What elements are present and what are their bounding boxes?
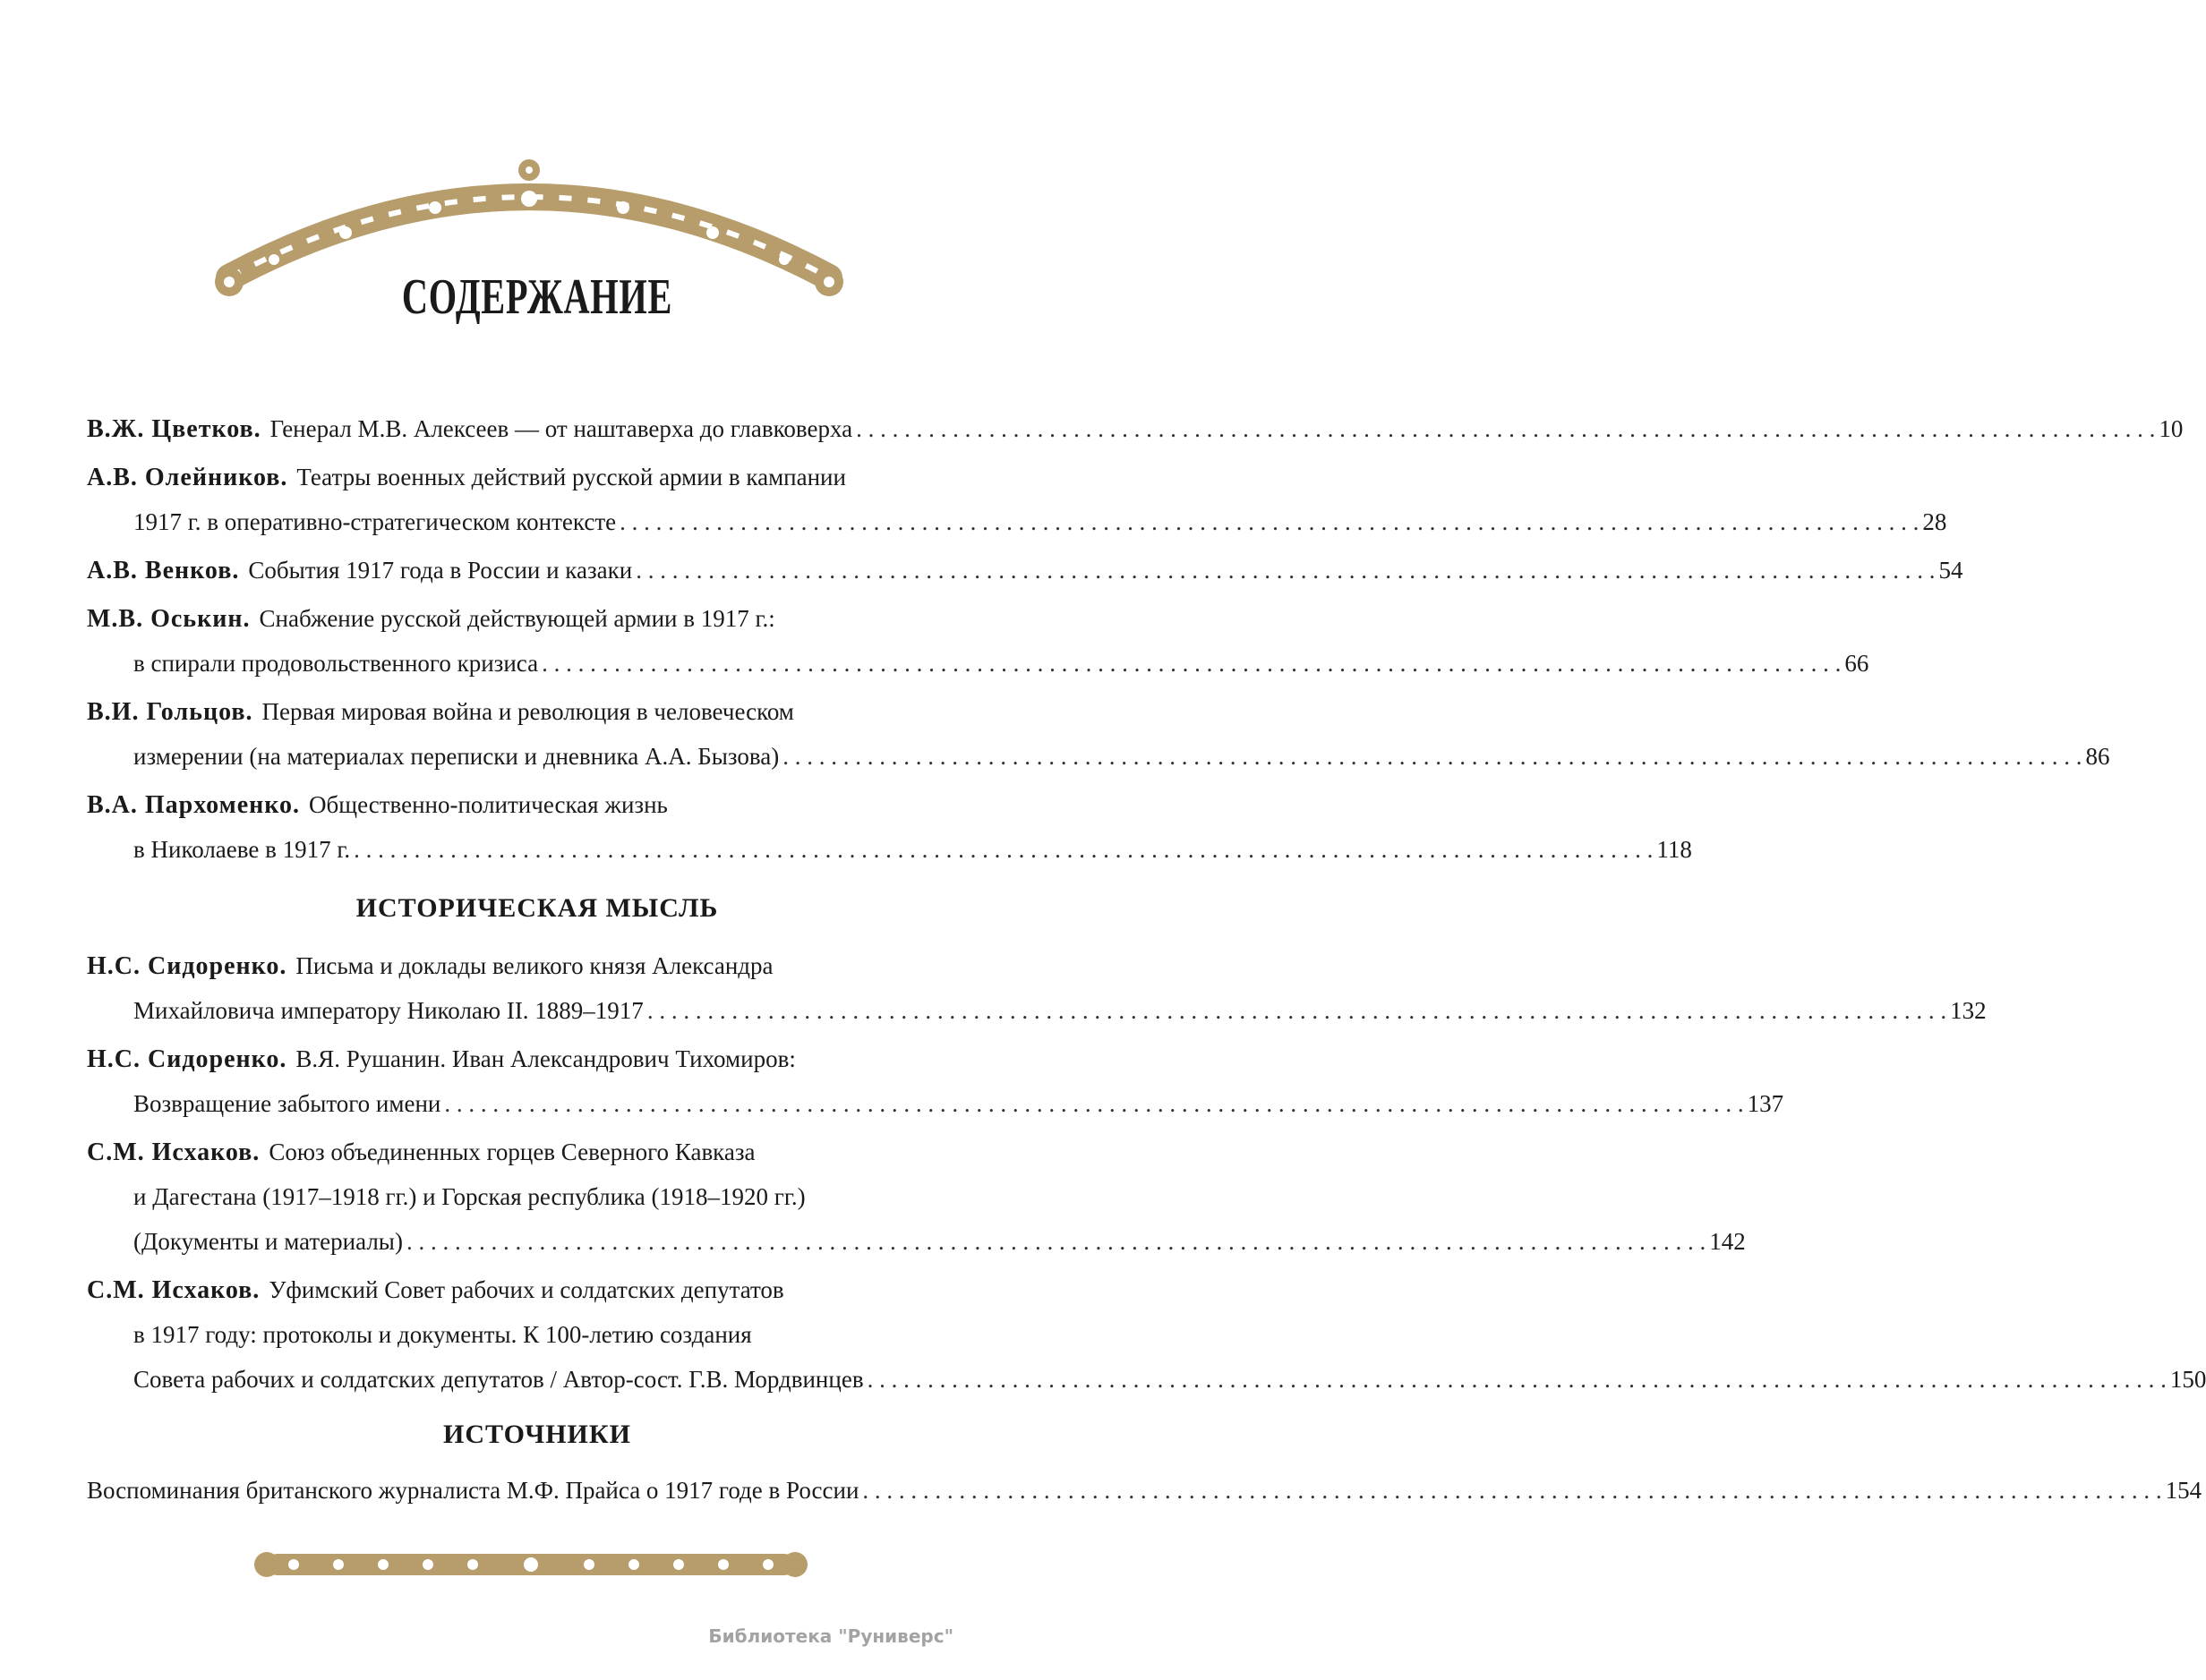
entry-author: В.И. Гольцов. xyxy=(87,698,253,726)
leader-dots xyxy=(782,734,2082,779)
toc-entry[interactable] xyxy=(87,1036,1784,1126)
entry-title: Снабжение русской действующей армии в 1917 г.: xyxy=(259,605,775,632)
entry-author: В.Ж. Цветков. xyxy=(87,415,261,443)
toc-line xyxy=(87,1219,1746,1264)
entry-title: Михайловича императору Николаю II. 1889–1917 xyxy=(133,997,644,1024)
page-number: 150 xyxy=(2169,1366,2206,1393)
toc-line xyxy=(87,1036,976,1081)
page-number: 118 xyxy=(1656,836,1692,863)
entry-title: Общественно-политическая жизнь xyxy=(309,791,668,818)
entry-title: Союз объединенных горцев Северного Кавказа xyxy=(269,1138,756,1165)
page-number: 137 xyxy=(1747,1090,1784,1117)
entry-title: в спирали продовольственного кризиса xyxy=(133,650,539,677)
toc-entry[interactable] xyxy=(87,1267,2206,1402)
entry-author: С.М. Исхаков. xyxy=(87,1138,261,1166)
page-number: 28 xyxy=(1922,508,1947,535)
entry-title: Уфимский Совет рабочих и солдатских депутатов xyxy=(269,1276,784,1303)
leader-dots xyxy=(862,1468,2161,1513)
section-historical-heading: ИСТОРИЧЕСКАЯ МЫСЛЬ xyxy=(355,893,719,923)
toc-line xyxy=(87,1357,2206,1402)
entry-title: Совета рабочих и солдатских депутатов / Автор-сост. Г.В. Мордвинцев xyxy=(133,1366,864,1393)
entry-title: измерении (на материалах переписки и дневника А.А. Бызова) xyxy=(133,743,780,770)
page-number: 10 xyxy=(2159,415,2184,442)
sources-toc xyxy=(87,1468,2202,1513)
leader-dots xyxy=(636,548,1935,593)
toc-entry[interactable] xyxy=(87,1130,1746,1264)
entry-author: В.А. Пархоменко. xyxy=(87,791,301,819)
leader-dots xyxy=(868,1357,2167,1402)
toc-entry[interactable] xyxy=(87,548,1963,593)
leader-dots xyxy=(354,827,1653,872)
entry-title: Возвращение забытого имени xyxy=(133,1090,441,1117)
entry-title: Театры военных действий русской армии в кампании xyxy=(296,464,846,490)
entry-title: и Дагестана (1917–1918 гг.) и Горская республика (1918–1920 гг.) xyxy=(133,1183,806,1210)
entry-title: Первая мировая война и революция в человеческом xyxy=(261,698,794,725)
toc-line xyxy=(87,689,976,734)
library-watermark: Библиотека "Руниверс" xyxy=(708,1625,953,1647)
leader-dots xyxy=(647,988,1946,1033)
leader-dots xyxy=(856,406,2155,451)
page-number: 66 xyxy=(1844,650,1869,677)
entry-title: (Документы и материалы) xyxy=(133,1228,403,1255)
page-number: 86 xyxy=(2085,743,2110,770)
toc-line xyxy=(87,1312,976,1357)
page-number: 142 xyxy=(1709,1228,1746,1255)
entry-title: В.Я. Рушанин. Иван Александрович Тихомиров: xyxy=(295,1045,796,1072)
toc-line xyxy=(87,943,976,988)
toc-line xyxy=(87,596,976,641)
entry-author: Н.С. Сидоренко. xyxy=(87,952,287,980)
entry-title: Генерал М.В. Алексеев — от наштаверха до главковерха xyxy=(269,415,853,442)
toc-entry[interactable] xyxy=(87,406,2184,451)
leader-dots xyxy=(620,499,1919,544)
toc-line xyxy=(87,1081,1784,1126)
toc-line xyxy=(87,499,1947,544)
toc-entry[interactable] xyxy=(87,455,1947,544)
entry-title: в 1917 году: протоколы и документы. К 100-летию создания xyxy=(133,1321,752,1348)
toc-line xyxy=(87,1130,976,1174)
toc-line xyxy=(87,782,976,827)
toc-entry[interactable] xyxy=(87,782,1692,872)
entry-author: М.В. Оськин. xyxy=(87,605,251,633)
toc-entry[interactable] xyxy=(87,1468,2202,1513)
toc-line xyxy=(87,1468,2202,1513)
leader-dots xyxy=(444,1081,1743,1126)
page-number: 154 xyxy=(2165,1477,2202,1504)
page-title: СОДЕРЖАНИЕ xyxy=(401,269,673,325)
historical-toc xyxy=(87,943,2206,1402)
toc-line xyxy=(87,406,2184,451)
toc-entry[interactable] xyxy=(87,943,1987,1033)
toc-line xyxy=(87,734,2110,779)
toc-entry[interactable] xyxy=(87,689,2110,779)
leader-dots xyxy=(406,1219,1706,1264)
toc-line xyxy=(87,827,1692,872)
entry-author: С.М. Исхаков. xyxy=(87,1276,261,1304)
toc-line xyxy=(87,1267,976,1312)
entry-author: А.В. Олейников. xyxy=(87,464,288,491)
toc-line xyxy=(87,548,1963,593)
toc-entry[interactable] xyxy=(87,596,1869,686)
page-number: 54 xyxy=(1938,557,1963,584)
entry-author: Н.С. Сидоренко. xyxy=(87,1045,287,1073)
entry-title: Письма и доклады великого князя Александра xyxy=(295,952,774,979)
section-sources-heading: ИСТОЧНИКИ xyxy=(443,1420,631,1449)
entry-text: Воспоминания британского журналиста М.Ф. Прайса о 1917 годе в России xyxy=(87,1477,859,1504)
toc-line xyxy=(87,1174,976,1219)
toc-line xyxy=(87,455,976,499)
main-toc xyxy=(87,406,2184,872)
entry-title: 1917 г. в оперативно-стратегическом контексте xyxy=(133,508,617,535)
entry-title: События 1917 года в России и казаки xyxy=(248,557,633,584)
entry-author: А.В. Венков. xyxy=(87,557,240,584)
toc-line xyxy=(87,988,1987,1033)
leader-dots xyxy=(542,641,1841,686)
ornament-band-icon xyxy=(258,1538,804,1591)
page-number: 132 xyxy=(1950,997,1987,1024)
entry-title: в Николаеве в 1917 г. xyxy=(133,836,351,863)
toc-line xyxy=(87,641,1869,686)
